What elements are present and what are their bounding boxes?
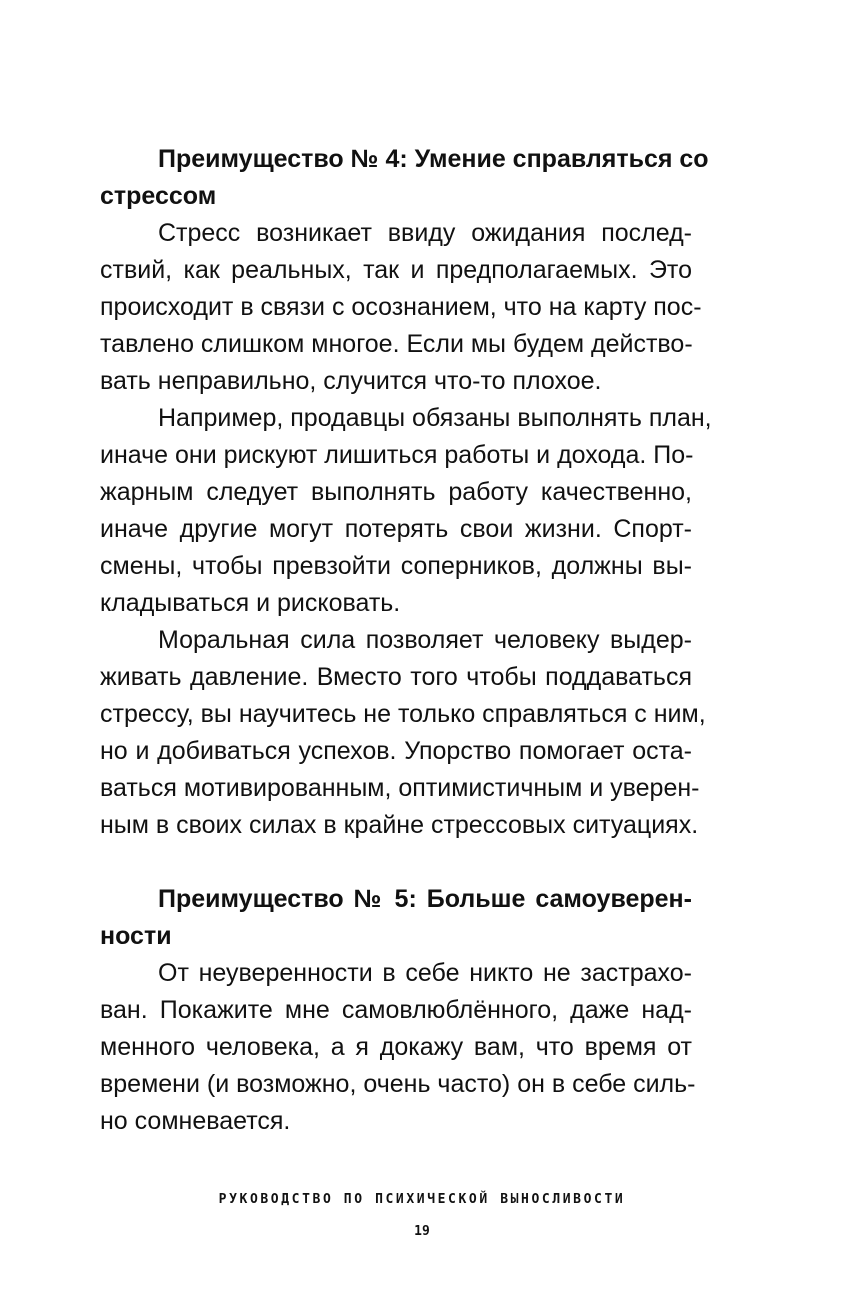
paragraph-line: ваться мотивированным, оптимистичным и уверен-	[100, 774, 700, 802]
section-spacer	[100, 844, 692, 881]
section-5-paragraph-1	[100, 955, 696, 1140]
paragraph-line: иначе другие могут потерять свои жизни. Спорт-	[100, 515, 692, 543]
paragraph-line: ван. Покажите мне самовлюблённого, даже над-	[100, 996, 692, 1024]
section-4-heading-line-2: стрессом	[100, 182, 217, 210]
paragraph-line: Например, продавцы обязаны выполнять план,	[158, 404, 712, 432]
paragraph-line: менного человека, а я докажу вам, что время от	[100, 1033, 692, 1061]
page-number: 19	[414, 1224, 430, 1239]
paragraph-line: жарным следует выполнять работу качественно,	[100, 478, 692, 506]
running-footer-title: РУКОВОДСТВО ПО ПСИХИЧЕСКОЙ ВЫНОСЛИВОСТИ	[218, 1192, 626, 1207]
paragraph-line: но сомневается.	[100, 1107, 291, 1135]
paragraph-line: стрессу, вы научитесь не только справляться с ним,	[100, 700, 706, 728]
paragraph-line: времени (и возможно, очень часто) он в себе силь-	[100, 1070, 696, 1098]
section-4-paragraph-2	[100, 400, 712, 622]
paragraph-line: кладываться и рисковать.	[100, 589, 401, 617]
section-5-heading-line-1: Преимущество № 5: Больше самоуверен-	[158, 885, 692, 913]
paragraph-line: От неуверенности в себе никто не застрахо-	[158, 959, 692, 987]
page-body	[100, 141, 712, 1140]
paragraph-line: вать неправильно, случится что-то плохое.	[100, 367, 602, 395]
paragraph-line: но и добиваться успехов. Упорство помогает оста-	[100, 737, 692, 765]
paragraph-line: иначе они рискуют лишиться работы и дохода. По-	[100, 441, 694, 469]
paragraph-line: Моральная сила позволяет человеку выдер-	[158, 626, 692, 654]
section-4-paragraph-3	[100, 622, 706, 844]
paragraph-line: живать давление. Вместо того чтобы поддаваться	[100, 663, 692, 691]
paragraph-line: происходит в связи с осознанием, что на карту пос-	[100, 293, 702, 321]
section-4-heading-line-1: Преимущество № 4: Умение справляться со	[158, 145, 709, 173]
paragraph-line: Стресс возникает ввиду ожидания послед-	[158, 219, 692, 247]
section-5-heading-line-2: ности	[100, 922, 172, 950]
paragraph-line: смены, чтобы превзойти соперников, должны вы-	[100, 552, 692, 580]
section-4-paragraph-1	[100, 215, 702, 400]
paragraph-line: ным в своих силах в крайне стрессовых ситуациях.	[100, 811, 699, 839]
paragraph-line: ствий, как реальных, так и предполагаемых. Это	[100, 256, 692, 284]
paragraph-line: тавлено слишком многое. Если мы будем действо-	[100, 330, 693, 358]
